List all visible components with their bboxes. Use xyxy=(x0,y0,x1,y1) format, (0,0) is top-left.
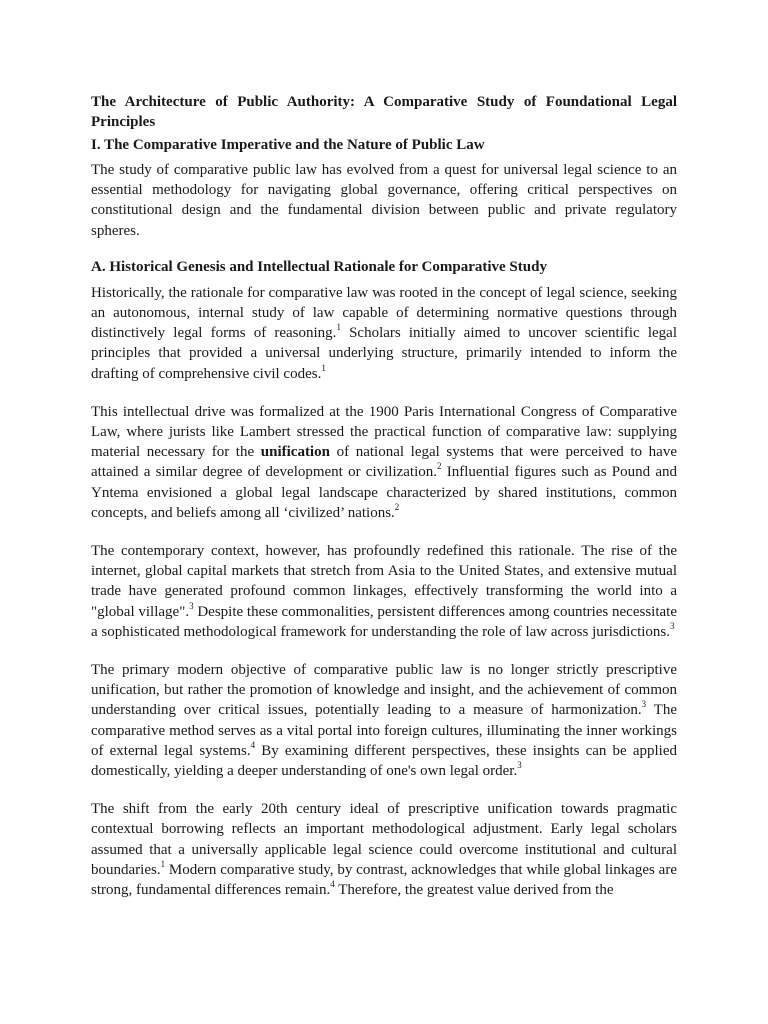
text-span: The shift from the early 20th century ideal of prescriptive unification towards pragmatic contextual borrowing reflects an important methodological adjustment. Early legal scholars assumed that a universally applicable legal science could overcome institutional and cultural boundaries. xyxy=(91,801,677,878)
section-heading-comparative-imperative: I. The Comparative Imperative and the Nature of Public Law xyxy=(91,137,485,153)
paragraph-contemporary-context xyxy=(91,541,677,642)
subsection-heading-historical-genesis: A. Historical Genesis and Intellectual Rationale for Comparative Study xyxy=(91,258,547,275)
text-span: Modern comparative study, by contrast, acknowledges that while global linkages are strong, fundamental differences remain. xyxy=(91,861,677,899)
text-span: Scholars initially aimed to uncover scientific legal principles that provided a universal underlying structure, primarily intended to inform the drafting of comprehensive civil codes. xyxy=(91,325,677,382)
footnote-ref[interactable]: 3 xyxy=(517,760,522,771)
text-span: Influential figures such as Pound and Yntema envisioned a global legal landscape characterized by shared institutions, common concepts, and beliefs among all ‘civilized’ nations. xyxy=(91,464,677,521)
document-title: The Architecture of Public Authority: A Comparative Study of Foundational Legal Principles xyxy=(91,94,677,130)
paragraph-modern-objective xyxy=(91,660,677,781)
section-intro-paragraph: The study of comparative public law has evolved from a quest for universal legal science to an essential methodology for navigating global governance, offering critical perspectives on constitutional design and the fundamental division between public and private regulatory spheres. xyxy=(91,162,677,239)
footnote-ref[interactable]: 3 xyxy=(641,699,647,710)
text-span: of national legal systems that were perceived to have attained a similar degree of development or civilization. xyxy=(91,444,677,481)
footnote-ref[interactable]: 1 xyxy=(321,362,326,373)
footnote-ref[interactable]: 4 xyxy=(330,879,335,890)
text-span: This intellectual drive was formalized at the 1900 Paris International Congress of Comparative Law, where jurists like Lambert stressed the practical function of comparative law: supplying material necessary for the xyxy=(91,403,677,461)
paragraph-methodological-shift xyxy=(91,799,677,900)
text-span: The contemporary context, however, has profoundly redefined this rationale. The rise of the internet, global capital markets that stretch from Asia to the United States, and extensive mutual trade have generated profound common linkages, effectively transforming the world into a "global village". xyxy=(91,543,677,620)
footnote-ref[interactable]: 4 xyxy=(250,739,256,750)
text-span: Despite these commonalities, persistent differences among countries necessitate a sophisticated methodological framework for understanding the role of law across jurisdictions. xyxy=(91,603,677,640)
text-span: By examining different perspectives, these insights can be applied domestically, yielding a deeper understanding of one's own legal order. xyxy=(91,742,677,780)
footnote-ref[interactable]: 3 xyxy=(189,600,194,611)
paragraph-legal-science xyxy=(91,283,677,384)
footnote-ref[interactable]: 1 xyxy=(160,858,166,869)
text-span: Therefore, the greatest value derived from the xyxy=(334,882,614,899)
text-span: The comparative method serves as a vital portal into foreign cultures, illuminating the inner workings of external legal systems. xyxy=(91,702,677,759)
footnote-ref[interactable]: 3 xyxy=(670,620,675,631)
footnote-ref[interactable]: 2 xyxy=(437,461,442,472)
document-page xyxy=(91,92,677,918)
paragraph-paris-congress xyxy=(91,402,677,523)
footnote-ref[interactable]: 2 xyxy=(394,501,400,512)
emphasis-unification: unification xyxy=(260,444,330,461)
text-span: The primary modern objective of comparative public law is no longer strictly prescriptive unification, but rather the promotion of knowledge and insight, and the achievement of common understanding over critical issues, potentially leading to a measure of harmonization. xyxy=(91,662,677,719)
footnote-ref[interactable]: 1 xyxy=(336,322,341,333)
text-span: Historically, the rationale for comparative law was rooted in the concept of legal science, seeking an autonomous, internal study of law capable of determining normative questions through distinctively legal forms of reasoning. xyxy=(91,284,677,342)
